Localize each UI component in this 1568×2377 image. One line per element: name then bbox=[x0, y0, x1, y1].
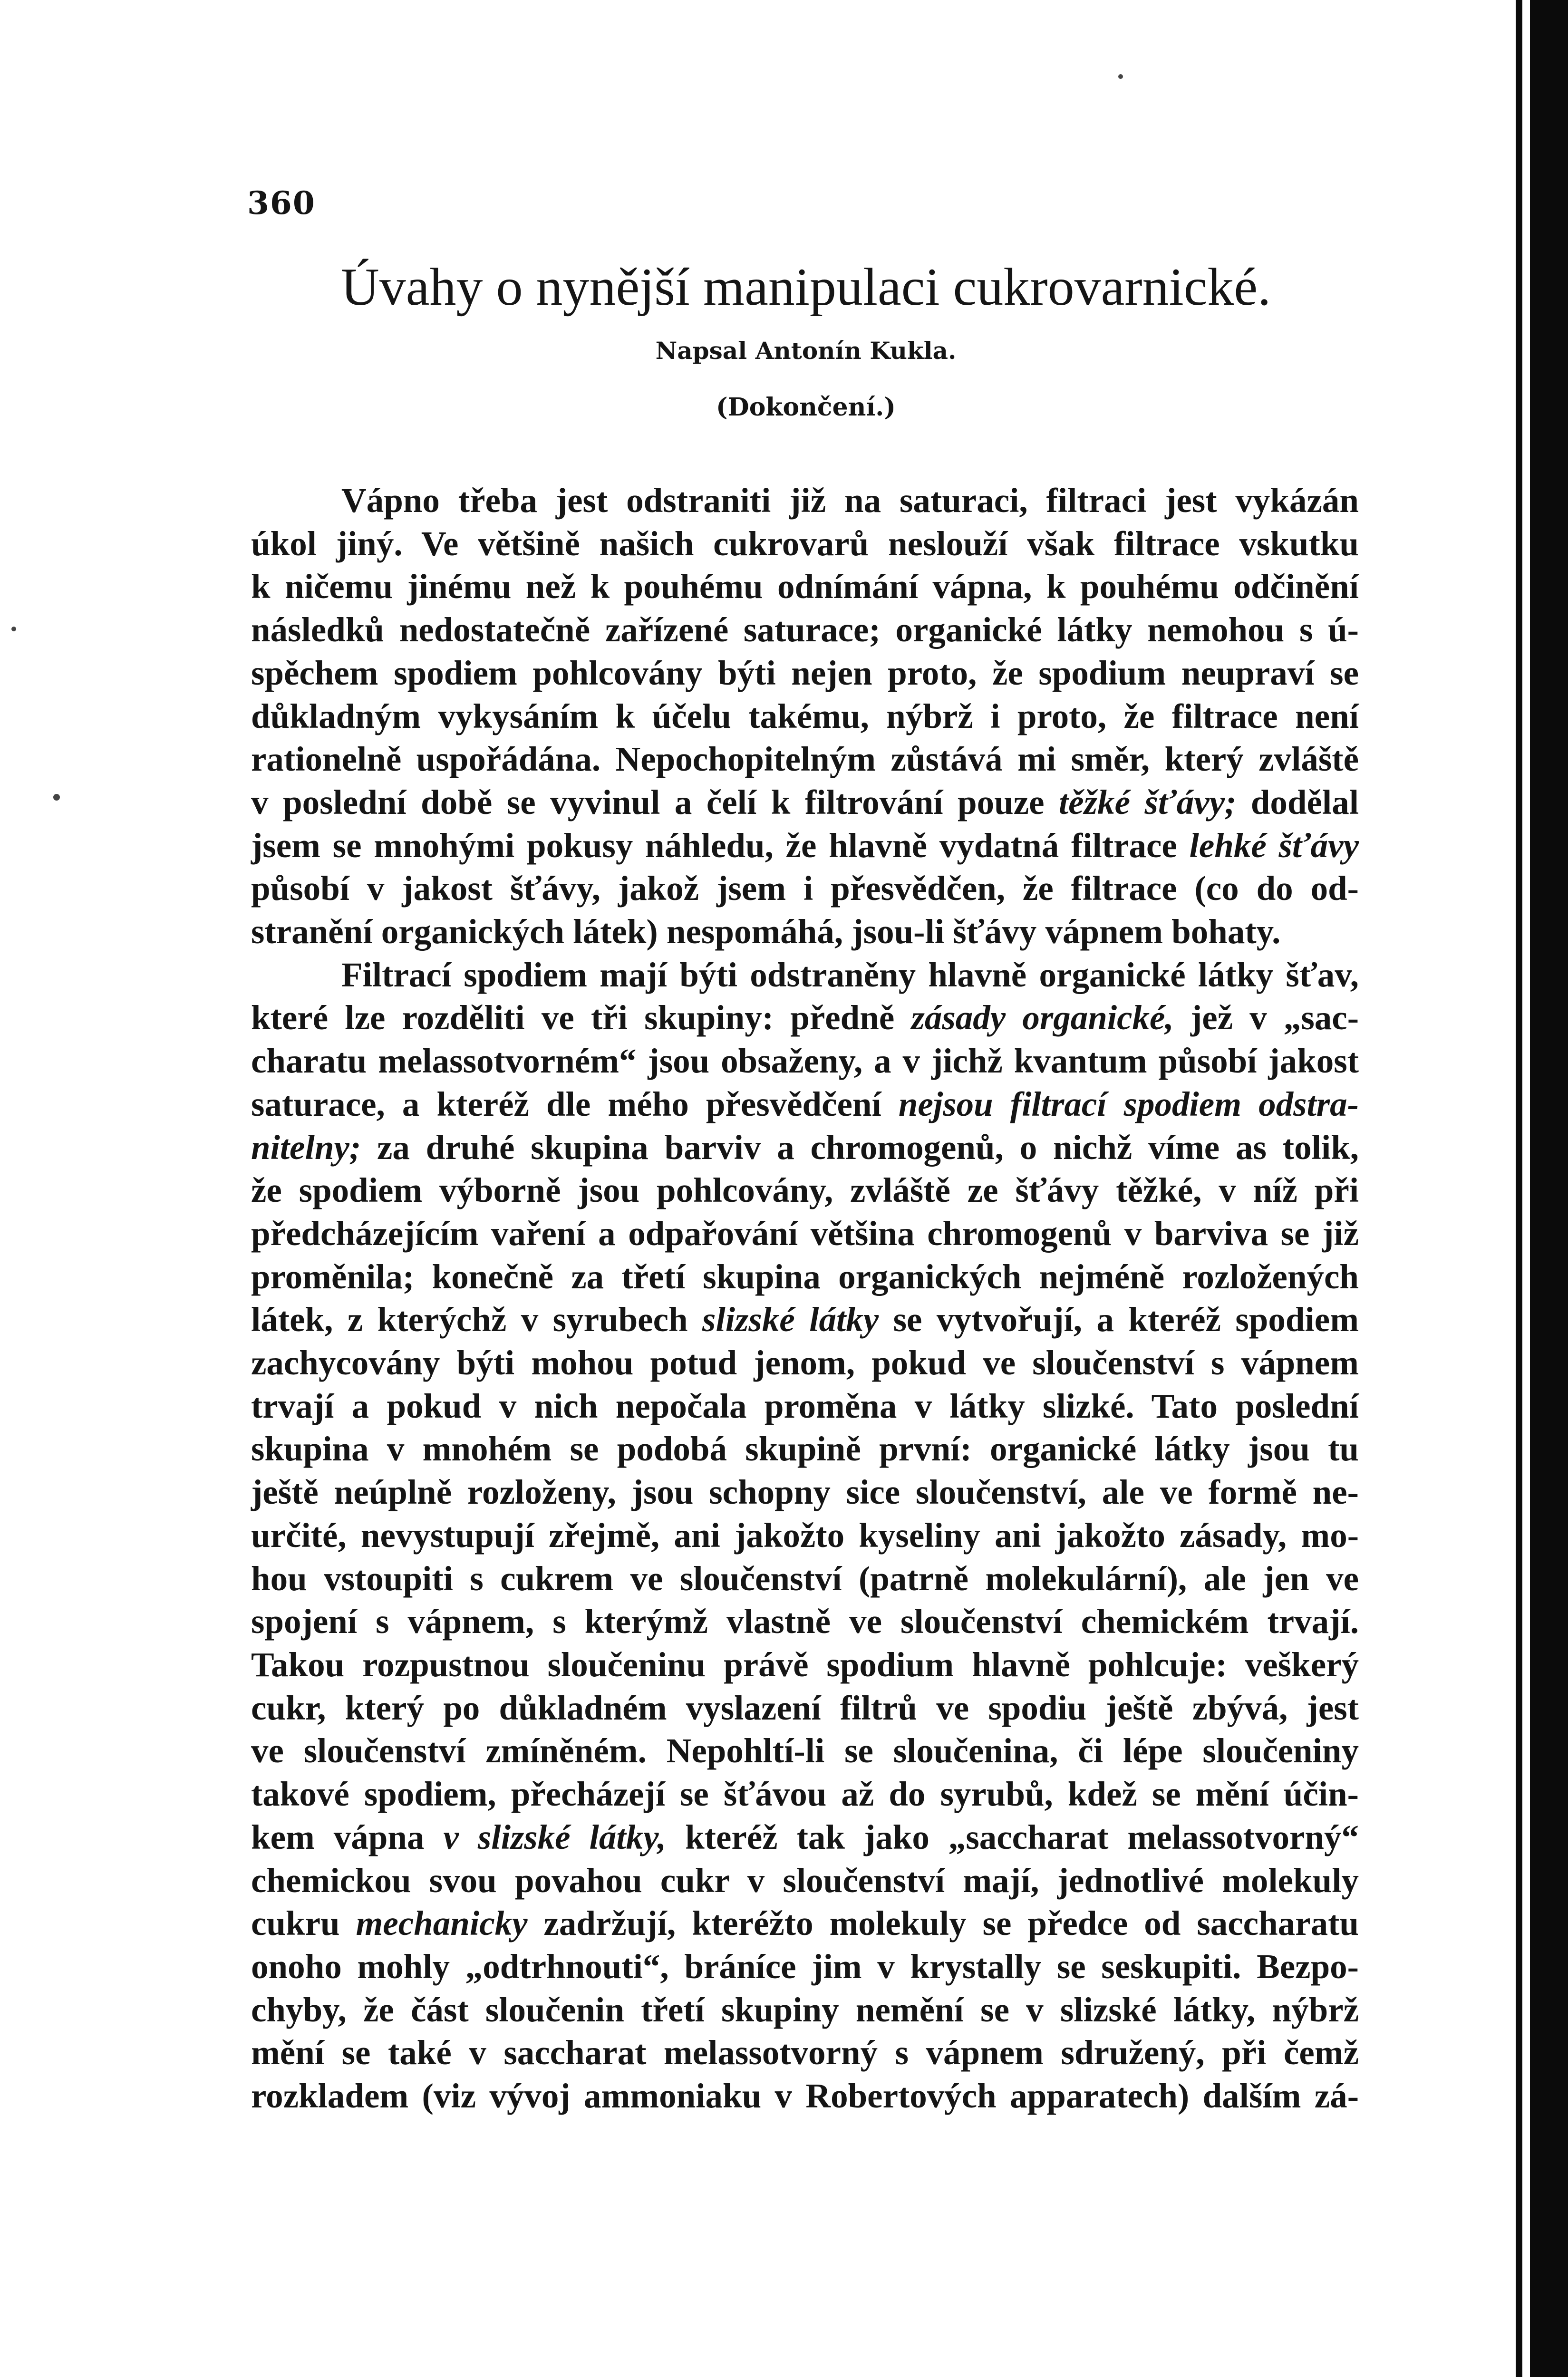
text-line bbox=[251, 1083, 1359, 1126]
text-line: rationelně uspořádána. Nepochopitelným zůstává mi směr, který zvláště bbox=[251, 740, 1359, 779]
text-line: zachycovány býti mohou potud jenom, pokud ve sloučenství s vápnem bbox=[251, 1343, 1359, 1382]
text-run: dodělal bbox=[1236, 783, 1359, 821]
text-run: zadržují, kteréžto molekuly se předce od saccharatu bbox=[527, 1904, 1359, 1943]
text-run: látek, z kterýchž v syrubech bbox=[251, 1300, 703, 1339]
text-line bbox=[251, 1126, 1359, 1169]
text-line: Vápno třeba jest odstraniti již na saturaci, filtraci jest vykázán bbox=[341, 481, 1359, 520]
emphasized-text: lehké šťávy bbox=[1189, 826, 1359, 865]
text-line: následků nedostatečně zařízené saturace; organické látky nemohou s ú- bbox=[251, 610, 1359, 649]
text-line: předcházejícím vaření a odpařování většina chromogenů v barviva se již bbox=[251, 1214, 1359, 1253]
scan-speck bbox=[1118, 74, 1123, 79]
text-line bbox=[251, 1298, 1359, 1342]
text-line: Filtrací spodiem mají býti odstraněny hlavně organické látky šťav, bbox=[341, 955, 1359, 994]
text-line bbox=[251, 824, 1359, 868]
text-line: důkladným vykysáním k účelu takému, nýbrž i proto, že filtrace není bbox=[251, 696, 1359, 735]
text-run: se vytvořují, a kteréž spodiem bbox=[879, 1300, 1359, 1339]
text-line: určité, nevystupují zřejmě, ani jakožto kyseliny ani jakožto zásady, mo- bbox=[251, 1516, 1359, 1555]
text-line: spojení s vápnem, s kterýmž vlastně ve sloučenství chemickém trvají. bbox=[251, 1602, 1359, 1641]
text-line: hou vstoupiti s cukrem ve sloučenství (patrně molekulární), ale jen ve bbox=[251, 1559, 1359, 1598]
scan-speck bbox=[53, 794, 60, 801]
emphasized-text: těžké šťávy; bbox=[1059, 783, 1237, 821]
text-line bbox=[251, 996, 1359, 1040]
text-line: Takou rozpustnou sloučeninu právě spodium hlavně pohlcuje: veškerý bbox=[251, 1645, 1359, 1684]
author-byline: Napsal Antonín Kukla. bbox=[655, 337, 957, 365]
text-run: za druhé skupina barviv a chromogenů, o nichž víme as tolik, bbox=[361, 1128, 1359, 1167]
emphasized-text: v slizské látky, bbox=[443, 1817, 667, 1856]
text-line: působí v jakost šťávy, jakož jsem i přesvědčen, že filtrace (co do od- bbox=[251, 869, 1359, 908]
text-line: k ničemu jinému než k pouhému odnímání vápna, k pouhému odčinění bbox=[251, 567, 1359, 606]
text-line: chyby, že část sloučenin třetí skupiny nemění se v slizské látky, nýbrž bbox=[251, 1990, 1359, 2029]
text-run: jsem se mnohými pokusy náhledu, že hlavně vydatná filtrace bbox=[251, 826, 1190, 865]
text-line: rozkladem (viz vývoj ammoniaku v Robertových apparatech) dalším zá- bbox=[251, 2077, 1359, 2116]
page-number: 360 bbox=[247, 184, 316, 222]
emphasized-text: nitelny; bbox=[251, 1128, 361, 1167]
text-run: jež v „sac- bbox=[1173, 998, 1359, 1037]
emphasized-text: zásady organické, bbox=[911, 998, 1174, 1037]
text-line: úkol jiný. Ve většině našich cukrovarů neslouží však filtrace vskutku bbox=[251, 524, 1359, 563]
text-line: takové spodiem, přecházejí se šťávou až do syrubů, kdež se mění účin- bbox=[251, 1775, 1359, 1814]
text-line bbox=[251, 1902, 1359, 1945]
scan-edge-border bbox=[1516, 0, 1568, 2377]
scan-speck bbox=[11, 627, 16, 631]
text-line: spěchem spodiem pohlcovány býti nejen proto, že spodium neupraví se bbox=[251, 653, 1359, 692]
text-run: které lze rozděliti ve tři skupiny: předně bbox=[251, 998, 911, 1037]
text-line bbox=[251, 781, 1359, 824]
text-run: kteréž tak jako „saccharat melassotvorný“ bbox=[666, 1817, 1359, 1856]
text-line: cukr, který po důkladném vyslazení filtrů ve spodiu ještě zbývá, jest bbox=[251, 1688, 1359, 1727]
emphasized-text: slizské látky bbox=[702, 1300, 879, 1339]
text-line: skupina v mnohém se podobá skupině první: organické látky jsou tu bbox=[251, 1430, 1359, 1469]
text-line: že spodiem výborně jsou pohlcovány, zvláště ze šťávy těžké, v níž při bbox=[251, 1171, 1359, 1210]
text-line: ve sloučenství zmíněném. Nepohltí-li se sloučenina, či lépe sloučeniny bbox=[251, 1731, 1359, 1770]
continued-note: (Dokončení.) bbox=[716, 393, 896, 422]
text-run: v poslední době se vyvinul a čelí k filtrování pouze bbox=[251, 783, 1059, 821]
text-line: ještě neúplně rozloženy, jsou schopny sice sloučenství, ale ve formě ne- bbox=[251, 1473, 1359, 1512]
text-run: saturace, a kteréž dle mého přesvědčení bbox=[251, 1084, 899, 1123]
text-line: mění se také v saccharat melassotvorný s vápnem sdružený, při čemž bbox=[251, 2033, 1359, 2072]
text-line: onoho mohly „odtrhnouti“, bráníce jim v krystally se seskupiti. Bezpo- bbox=[251, 1947, 1359, 1986]
text-line: proměnila; konečně za třetí skupina organických nejméně rozložených bbox=[251, 1257, 1359, 1296]
text-line: trvají a pokud v nich nepočala proměna v látky slizké. Tato poslední bbox=[251, 1386, 1359, 1425]
emphasized-text: mechanicky bbox=[356, 1904, 528, 1943]
text-line bbox=[251, 1816, 1359, 1859]
text-run: kem vápna bbox=[251, 1817, 444, 1856]
text-line: charatu melassotvorném“ jsou obsaženy, a v jichž kvantum působí jakost bbox=[251, 1042, 1359, 1081]
text-line: chemickou svou povahou cukr v sloučenství mají, jednotlivé molekuly bbox=[251, 1861, 1359, 1900]
article-body bbox=[251, 479, 1359, 2118]
text-run: cukru bbox=[251, 1904, 356, 1943]
article-title: Úvahy o nynější manipulaci cukrovarnické. bbox=[340, 258, 1271, 317]
emphasized-text: nejsou filtrací spodiem odstra- bbox=[898, 1084, 1359, 1123]
text-line: stranění organických látek) nespomáhá, jsou-li šťávy vápnem bohaty. bbox=[251, 912, 1281, 951]
